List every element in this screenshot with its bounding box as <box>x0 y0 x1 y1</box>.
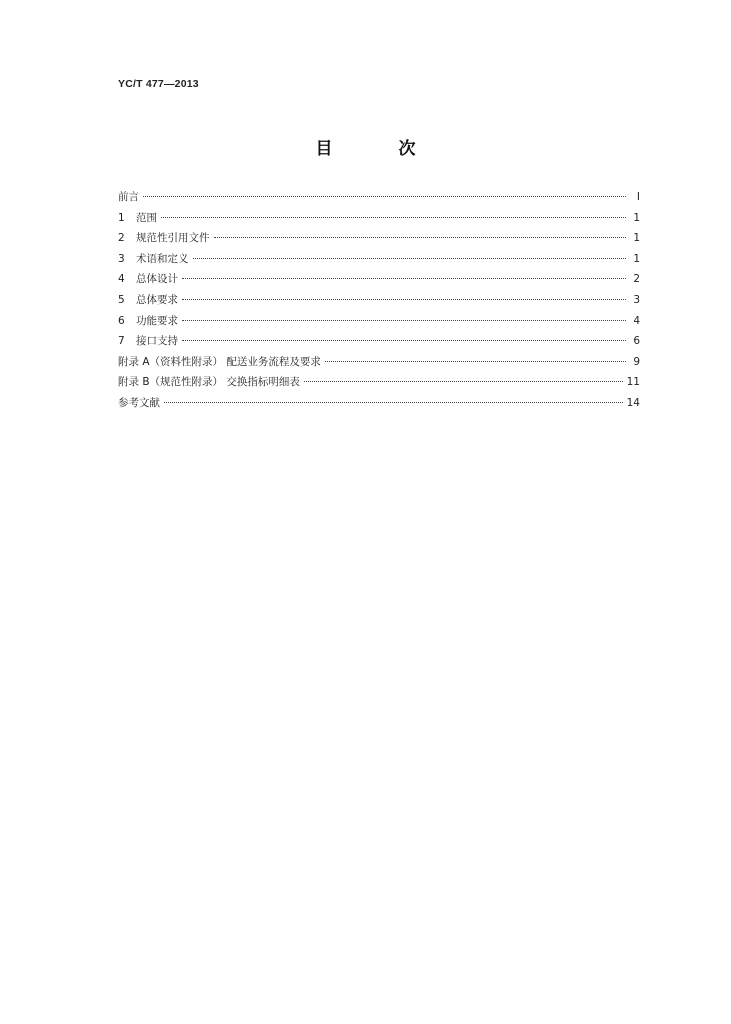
toc-entry-label: 规范性引用文件 <box>136 232 210 245</box>
toc-entry-label: 接口支持 <box>136 335 178 348</box>
toc-entry-label: 术语和定义 <box>136 252 189 265</box>
toc-entry-annex-a[interactable] <box>118 354 640 375</box>
toc-entry-page: 9 <box>633 355 640 368</box>
toc-entry-page: 6 <box>633 335 640 348</box>
toc-leader-dots <box>182 299 626 300</box>
toc-entry-annex-b[interactable] <box>118 374 640 395</box>
toc-entry-label: 范围 <box>136 211 157 224</box>
toc-leader-dots <box>304 381 623 382</box>
toc-leader-dots <box>161 217 626 218</box>
toc-entry-label: 前言 <box>118 191 139 203</box>
toc-entry-terms-definitions[interactable] <box>118 251 640 272</box>
toc-leader-dots <box>325 361 626 362</box>
toc-entry-number: 6 <box>118 314 125 327</box>
toc-entry-label: 总体设计 <box>136 273 178 286</box>
toc-entry-page: 14 <box>626 396 640 409</box>
toc-leader-dots <box>143 196 626 197</box>
toc-entry-normative-references[interactable] <box>118 230 640 251</box>
toc-entry-page: 4 <box>633 314 640 327</box>
toc-entry-label: 附录 B（规范性附录） 交换指标明细表 <box>118 376 300 389</box>
table-of-contents <box>118 189 640 416</box>
toc-entry-number: 1 <box>118 211 125 224</box>
toc-entry-interface-support[interactable] <box>118 333 640 354</box>
toc-entry-label: 参考文献 <box>118 396 160 409</box>
toc-entry-label: 附录 A（资料性附录） 配送业务流程及要求 <box>118 355 321 368</box>
toc-entry-bibliography[interactable] <box>118 395 640 416</box>
standard-code: YC/T 477—2013 <box>118 78 199 90</box>
toc-entry-scope[interactable] <box>118 210 640 231</box>
toc-entry-label: 功能要求 <box>136 314 178 327</box>
toc-entry-page: 1 <box>633 252 640 265</box>
toc-entry-functional-requirements[interactable] <box>118 313 640 334</box>
toc-leader-dots <box>164 402 623 403</box>
toc-entry-page: 1 <box>633 211 640 224</box>
toc-entry-number: 2 <box>118 232 125 245</box>
toc-entry-page: 2 <box>633 273 640 286</box>
toc-entry-page: Ⅰ <box>636 191 640 203</box>
page-title: 目 次 <box>315 139 446 159</box>
toc-entry-overall-requirements[interactable] <box>118 292 640 313</box>
toc-entry-number: 3 <box>118 252 125 265</box>
toc-leader-dots <box>182 320 626 321</box>
toc-leader-dots <box>193 258 627 259</box>
toc-entry-page: 1 <box>633 232 640 245</box>
toc-entry-number: 7 <box>118 335 125 348</box>
toc-entry-foreword[interactable] <box>118 189 640 210</box>
toc-entry-page: 11 <box>626 376 640 389</box>
toc-entry-label: 总体要求 <box>136 293 178 306</box>
toc-entry-page: 3 <box>633 293 640 306</box>
toc-leader-dots <box>182 278 626 279</box>
toc-entry-number: 5 <box>118 293 125 306</box>
toc-leader-dots <box>214 237 627 238</box>
toc-entry-overall-design[interactable] <box>118 271 640 292</box>
toc-entry-number: 4 <box>118 273 125 286</box>
toc-leader-dots <box>182 340 626 341</box>
